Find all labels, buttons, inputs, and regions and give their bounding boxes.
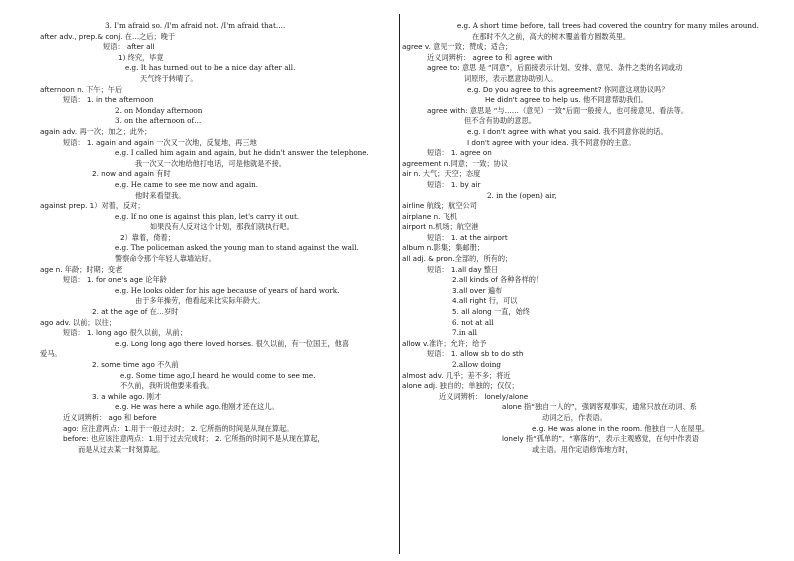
left-column-line: 短语： 1. long ago 很久以前，从前； <box>63 328 187 338</box>
left-column-line: e.g. He was here a while ago.他刚才还在这儿。 <box>115 402 279 412</box>
left-column-line: against prep. 1）对着，反对； <box>40 201 145 211</box>
right-column-line: 动词之后，作表语。 <box>542 412 607 422</box>
right-column-line: agreement n.同意；一致；协议 <box>402 158 509 168</box>
left-column-line: 爱马。 <box>40 349 62 359</box>
left-column <box>40 21 395 455</box>
left-column-line: e.g. The policeman asked the young man to stand against the wall. <box>115 243 359 253</box>
left-column-line: e.g. Some time ago,I heard he would come to see me. <box>120 370 316 380</box>
left-column-line: 短语： after all <box>103 42 155 52</box>
right-column <box>402 21 790 455</box>
right-column-line: I don't agree with your idea. 我不同意你的主意。 <box>467 137 636 147</box>
right-column-line: alone 指“独自一人的”，强调客观事实，通常只放在动词、系 <box>502 402 697 412</box>
left-column-line: 3. a while ago. 刚才 <box>92 391 162 401</box>
right-column-line: almost adv. 几乎；差不多；将近 <box>402 370 511 380</box>
right-column-line: 5. all along 一直，始终 <box>452 307 530 317</box>
right-column-line: 在那时不久之前，高大的树木覆盖着方圆数英里。 <box>472 31 631 41</box>
right-column-line: airplane n. 飞机 <box>402 211 458 221</box>
left-column-line: 2. now and again 有时 <box>92 169 171 179</box>
right-column-line: 但不含有协助的意思。 <box>464 116 536 126</box>
right-column-line: 近义词辨析： agree to 和 agree with <box>427 52 553 62</box>
left-column-line: e.g. Long long ago there loved horses. 很久以前，有一位国王，他喜 <box>115 338 350 348</box>
right-column-line: allow v.准许；允许；给予 <box>402 338 487 348</box>
left-column-line: before: 也应该注意两点：1.用于过去完成时； 2. 它所指的时间不是从现在算起， <box>63 434 325 444</box>
right-column-line: He didn't agree to help us. 他不同意帮助我们。 <box>485 95 648 105</box>
left-column-line: 天气终于转晴了。 <box>140 73 198 83</box>
left-column-line: 由于多年操劳，他看起来比实际年龄大。 <box>135 296 265 306</box>
right-column-line: agree with: 意思是 “与……（意见）一致”后面一般接人，也可接意见、看法等。 <box>427 105 689 115</box>
right-column-line: agree to: 意思 是 “同意”，后面接表示计划、安排、意见、条件之类的名词或动 <box>427 63 683 73</box>
right-column-line: agree v. 意见一致；赞成；适合； <box>402 42 513 52</box>
right-column-line: 4.all right 行，可以 <box>452 296 518 306</box>
left-column-line: age n. 年龄；时期；变老 <box>40 264 123 274</box>
right-column-line: 2.allow doing <box>452 360 501 369</box>
right-column-line: 或主语。用作定语修饰地方时， <box>532 444 633 454</box>
right-column-line: 7.in all <box>452 328 477 338</box>
right-column-line: 2. in the (open) air, <box>487 190 557 200</box>
left-column-line: 3. I'm afraid so. /I'm afraid not. /I'm afraid that…. <box>105 21 286 30</box>
right-column-line: 2.all kinds of 各种各样的！ <box>452 275 544 285</box>
left-column-line: again adv. 再一次；加之；此外； <box>40 126 152 136</box>
left-column-line: 2. at the age of 在…岁时 <box>92 307 179 317</box>
right-column-line: e.g. Do you agree to this agreement? 你同意这项协议吗？ <box>467 84 669 94</box>
left-column-line: 我一次又一次地给他打电话，可是他就是不接。 <box>135 158 286 168</box>
right-column-line: 短语： 1. agree on <box>427 148 492 158</box>
right-column-line: 短语： 1. at the airport <box>427 232 508 242</box>
right-column-line: airline 航线；航空公司 <box>402 201 477 211</box>
left-column-line: 他时来看望我。 <box>135 190 186 200</box>
right-column-line: 近义词辨析： lonely/alone <box>439 391 529 401</box>
left-column-line: 1) 终究，毕竟 <box>118 52 164 62</box>
right-column-line: 3.all over 遍布 <box>452 285 503 295</box>
left-column-line: 不久前，我听说他要来看我。 <box>120 381 214 391</box>
left-column-line: e.g. I called him again and again, but he didn't answer the telephone. <box>115 148 369 158</box>
column-divider <box>399 14 400 554</box>
left-column-line: 近义词辨析： ago 和 before <box>63 412 157 422</box>
right-column-line: 6. not at all <box>452 317 494 327</box>
left-column-line: 短语： 1. for one's age 论年龄 <box>63 275 167 285</box>
left-column-line: after adv., prep.& conj. 在…之后；晚于 <box>40 31 176 41</box>
right-column-line: 短语： 1.all day 整日 <box>427 264 499 274</box>
left-column-line: 短语： 1. in the afternoon <box>63 95 154 105</box>
left-column-line: e.g. He looks older for his age because of years of hard work. <box>115 285 340 295</box>
left-column-line: e.g. He came to see me now and again. <box>115 179 259 189</box>
left-column-line: 3. on the afternoon of… <box>115 116 202 126</box>
left-column-line: 2）靠着，倚着； <box>120 232 175 242</box>
right-column-line: air n. 大气；天空；态度 <box>402 169 481 179</box>
right-column-line: 短语： 1. by air <box>427 179 481 189</box>
right-column-line: e.g. He was alone in the room. 他独自一人在屋里。 <box>532 423 710 433</box>
right-column-line: album n.影集；集邮册； <box>402 243 484 253</box>
right-column-line: e.g. A short time before, tall trees had covered the country for many miles around. <box>457 21 759 30</box>
left-column-line: afternoon n. 下午；午后 <box>40 84 123 94</box>
left-column-line: ago: 应注意两点：1.用于一般过去时； 2. 它所指的时间是从现在算起。 <box>63 423 294 433</box>
left-column-line: ago adv. 以前；以往； <box>40 317 117 327</box>
left-column-line: 短语： 1. again and again 一次又一次地，反复地，再三地 <box>63 137 257 147</box>
left-column-line: 而是从过去某一时刻算起。 <box>78 444 165 454</box>
left-column-line: 2. some time ago 不久前 <box>92 360 179 369</box>
right-column-line: 词原形，表示愿意协助别人。 <box>464 73 558 83</box>
right-column-line: alone adj. 独自的；单独的；仅仅； <box>402 381 519 391</box>
right-column-line: lonely 指“孤单的”、“寨落的”，表示主观感觉，在句中作表语 <box>502 434 699 444</box>
right-column-line: airport n.机场；航空港 <box>402 222 479 232</box>
right-column-line: 短语： 1. allow sb to do sth <box>427 349 524 359</box>
left-column-line: 2. on Monday afternoon <box>115 105 203 115</box>
left-column-line: e.g. It has turned out to be a nice day after all. <box>125 63 296 73</box>
left-column-line: 如果没有人反对这个计划，那我们就执行吧。 <box>150 222 294 232</box>
left-column-line: e.g. If no one is against this plan, let's carry it out. <box>115 211 300 221</box>
right-column-line: e.g. I don't agree with what you said. 我不同意你说的话。 <box>467 126 668 136</box>
right-column-line: all adj. & pron.全部的，所有的； <box>402 254 513 264</box>
left-column-line: 警察命令那个年轻人靠墙站好。 <box>115 254 216 264</box>
